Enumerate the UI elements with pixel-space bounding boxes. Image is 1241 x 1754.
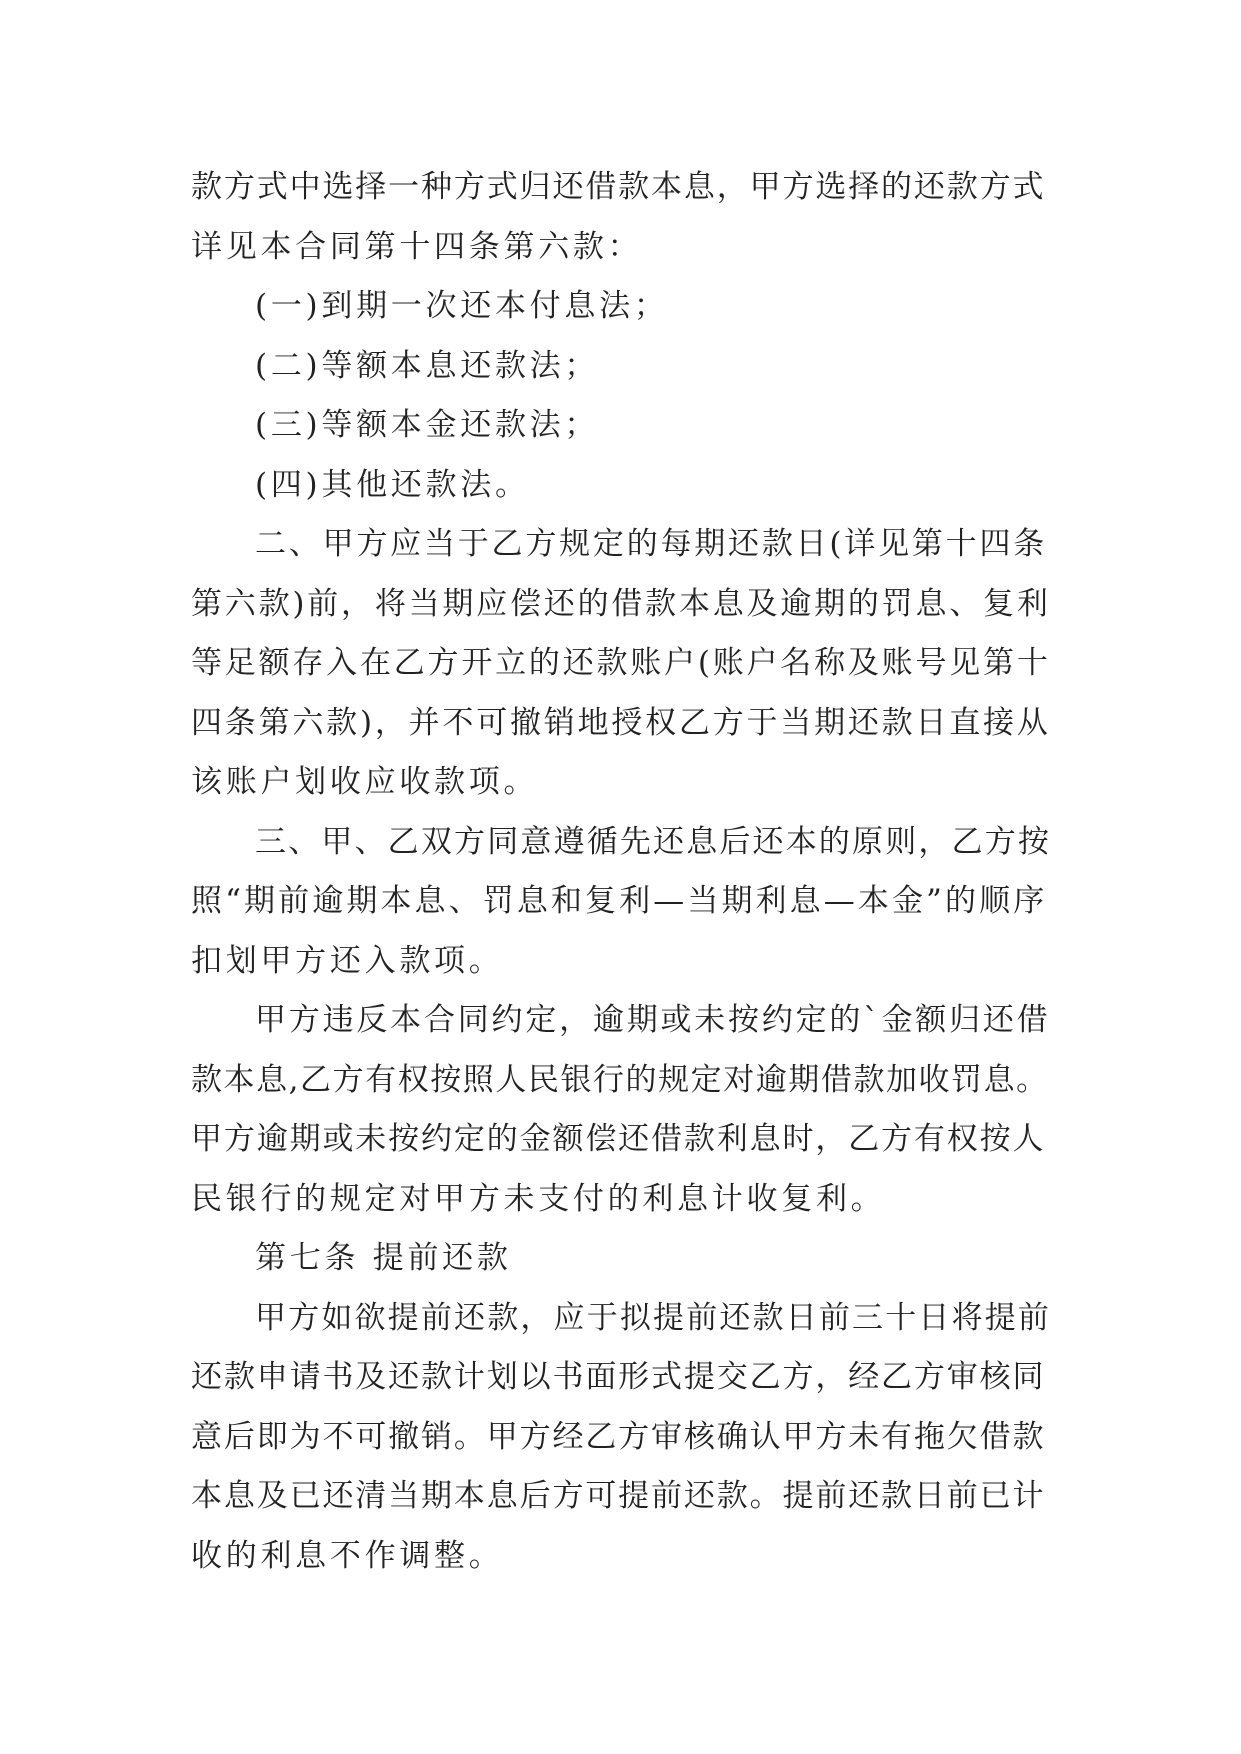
document-line: 甲方如欲提前还款，应于拟提前还款日前三十日将提前	[255, 1299, 1052, 1336]
document-line: 本息及已还清当期本息后方可提前还款。提前还款日前已计	[191, 1478, 1046, 1514]
document-line: 详见本合同第十四条第六款：	[191, 228, 643, 265]
document-line: 民银行的规定对甲方未支付的利息计收复利。	[191, 1180, 886, 1217]
document-line: 款本息,乙方有权按照人民银行的规定对逾期借款加收罚息。	[191, 1061, 1049, 1098]
document-line: 扣划甲方还入款项。	[191, 942, 504, 979]
document-line: 第七条 提前还款	[255, 1240, 512, 1276]
document-line: 收的利息不作调整。	[191, 1537, 504, 1574]
document-line: 二、甲方应当于乙方规定的每期还款日(详见第十四条	[255, 526, 1048, 562]
document-line: 三、甲、乙双方同意遵循先还息后还本的原则，乙方按	[255, 823, 1052, 860]
document-line: 照“期前逾期本息、罚息和复利—当期利息—本金”的顺序	[191, 883, 1048, 919]
document-line: 款方式中选择一种方式归还借款本息，甲方选择的还款方式	[191, 169, 1046, 205]
document-line: (二)等额本息还款法；	[255, 347, 600, 384]
document-line: (三)等额本金还款法；	[255, 407, 600, 443]
document-line: 该账户划收应收款项。	[191, 764, 539, 800]
document-line: 甲方违反本合同约定，逾期或未按约定的`金额归还借	[255, 1002, 1051, 1038]
document-line: 等足额存入在乙方开立的还款账户(账户名称及账号见第十	[191, 645, 1051, 681]
document-body	[191, 158, 1051, 1586]
document-line: 四条第六款)，并不可撤销地授权乙方于当期还款日直接从	[191, 704, 1051, 741]
document-line: (一)到期一次还本付息法；	[255, 288, 669, 324]
document-line: 意后即为不可撤销。甲方经乙方审核确认甲方未有拖欠借款	[191, 1418, 1046, 1455]
document-line: 甲方逾期或未按约定的金额偿还借款利息时，乙方有权按人	[191, 1121, 1046, 1157]
document-line: (四)其他还款法。	[255, 466, 530, 503]
document-line: 还款申请书及还款计划以书面形式提交乙方，经乙方审核同	[191, 1359, 1046, 1395]
document-line: 第六款)前，将当期应偿还的借款本息及逾期的罚息、复利	[191, 585, 1051, 622]
